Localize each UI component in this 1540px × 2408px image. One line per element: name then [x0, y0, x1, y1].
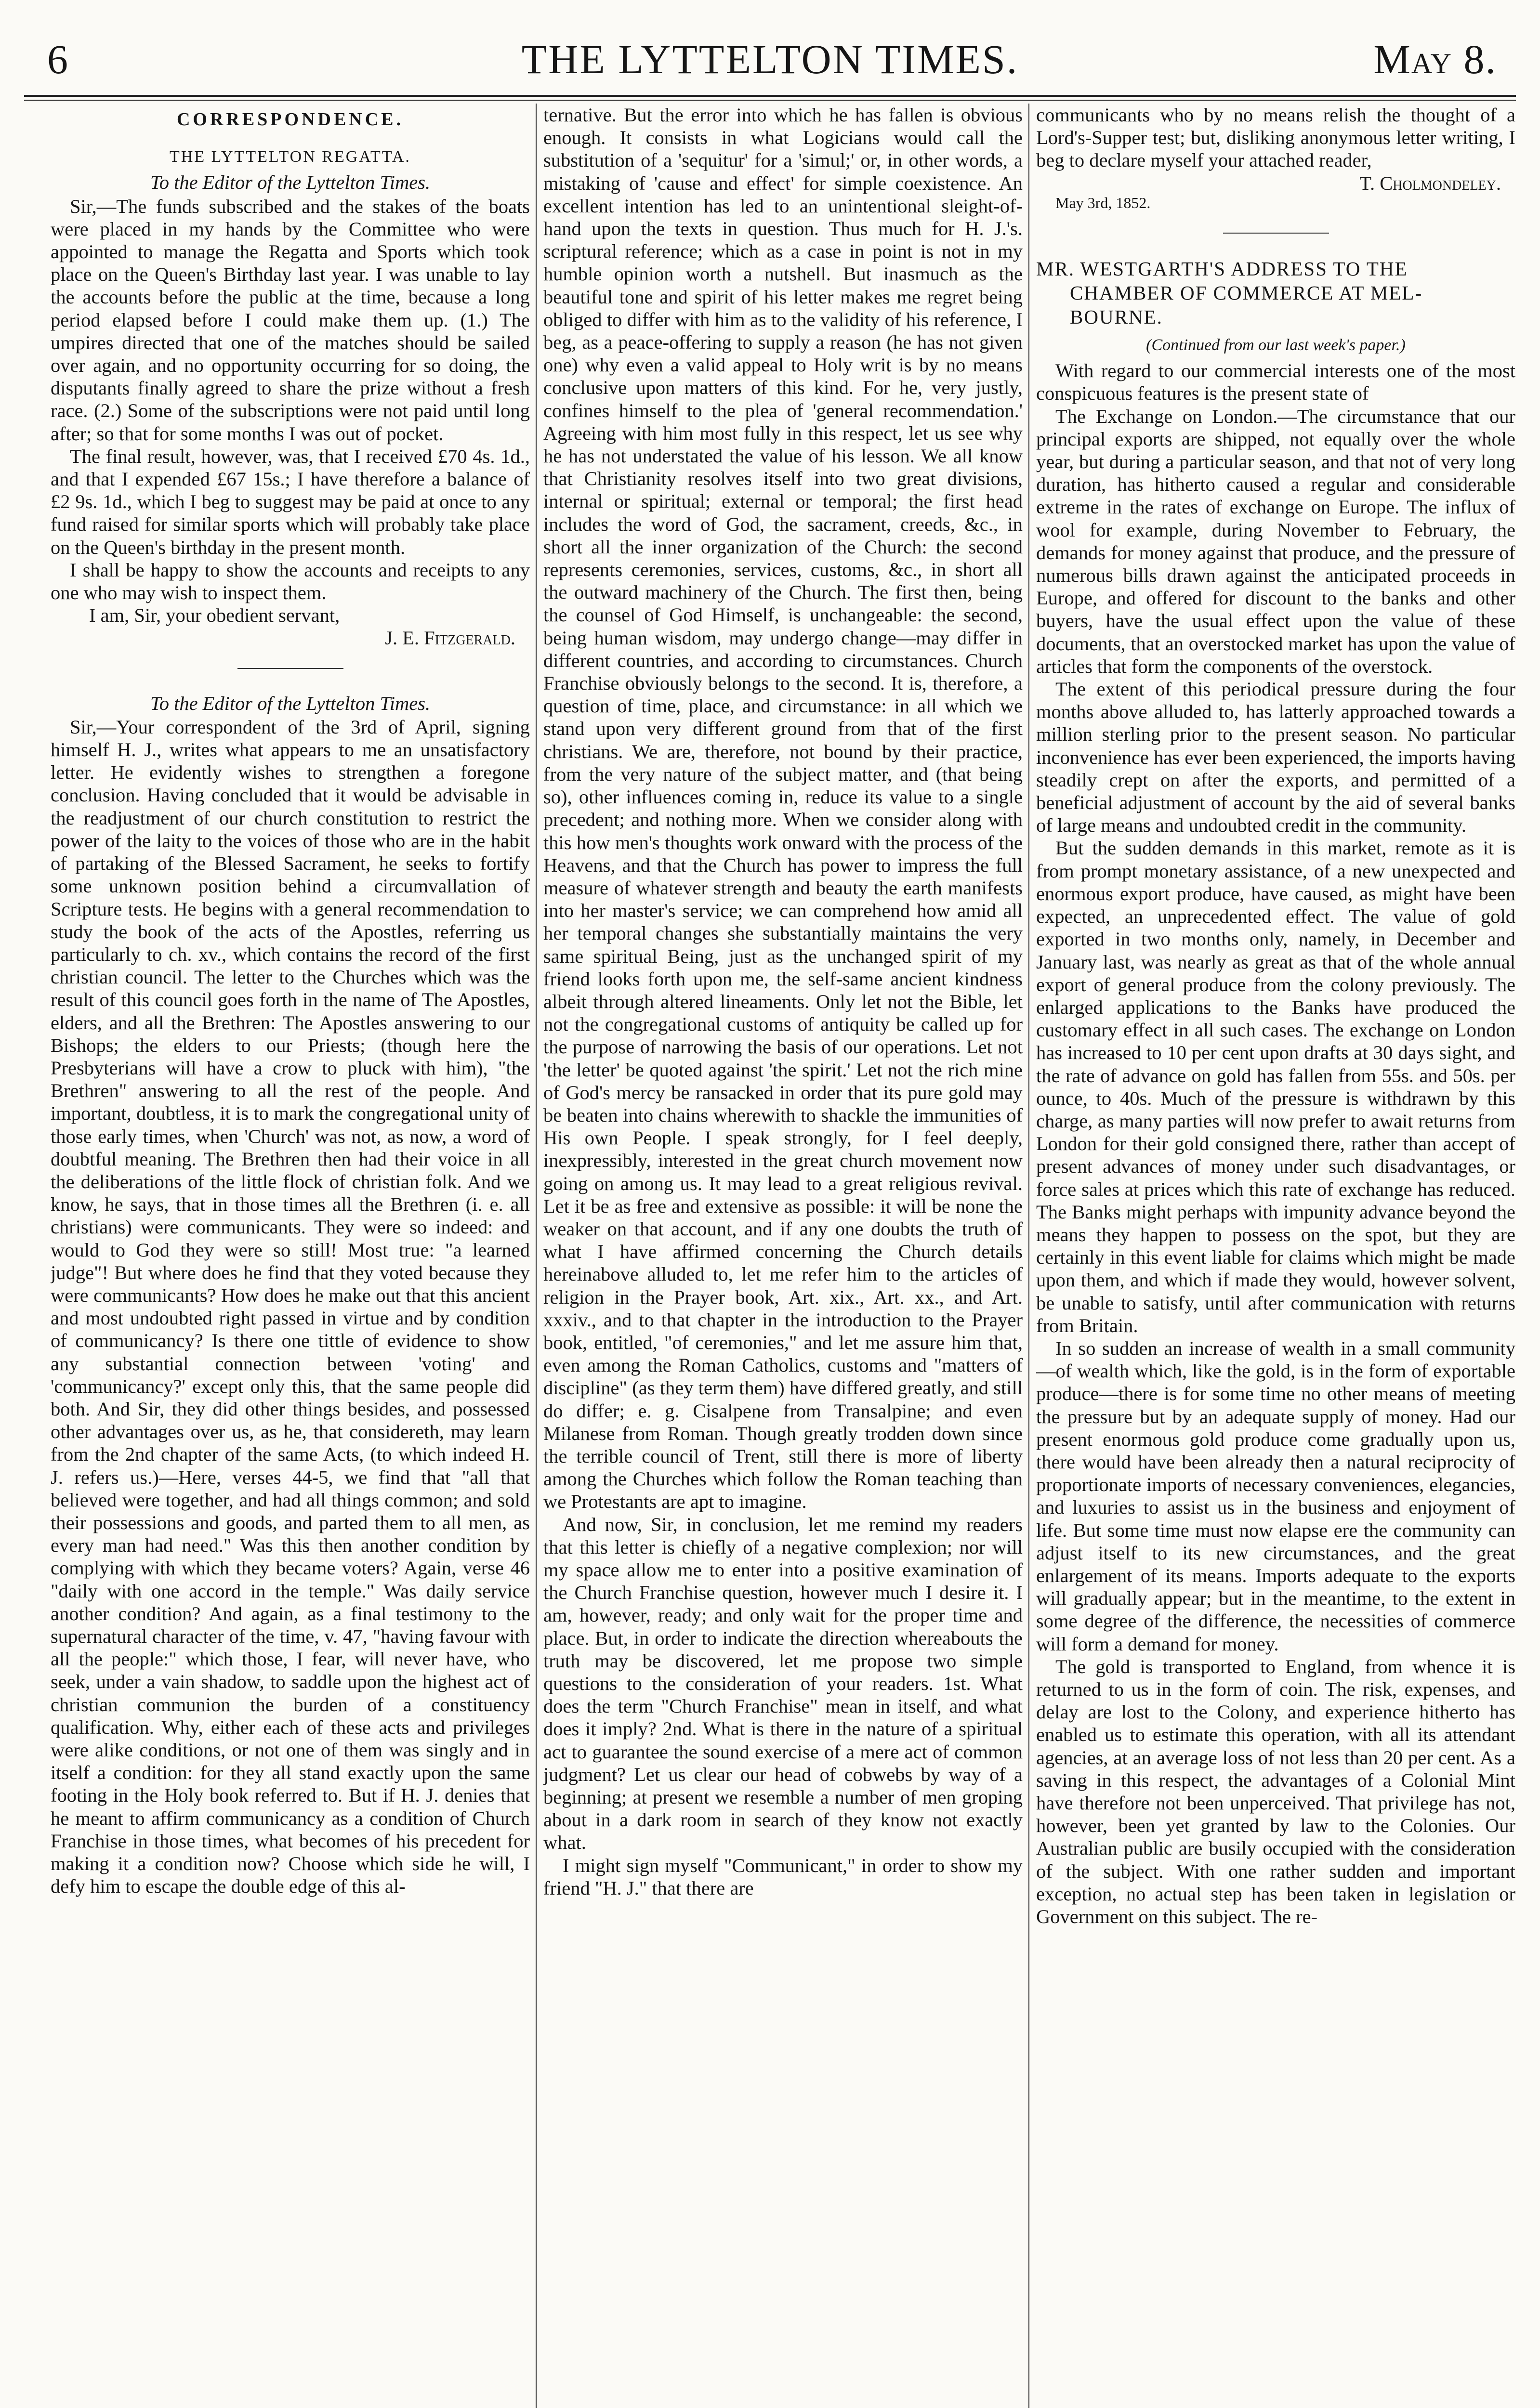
masthead-rule: [24, 95, 1516, 101]
newspaper-title: THE LYTTELTON TIMES.: [521, 36, 1019, 82]
heading-line: CHAMBER OF COMMERCE AT MEL-: [1070, 282, 1423, 304]
paragraph: With regard to our commercial interests one of the most conspicuous features is the present state of: [1036, 360, 1515, 405]
column-separator: [1028, 104, 1029, 2408]
paragraph: And now, Sir, in conclusion, let me remind my readers that this letter is chiefly of a negative complexion; nor will my space allow me to enter into a positive examination of the Church Franchise question, however much I desire it. I am, however, ready; and only wait for the proper time and place. But, in order to indicate the direction whereabouts the truth may be discovered, let me propose two simple questions to the consideration of your readers. 1st. What does the term "Church Franchise" mean in itself, and what does it imply? 2nd. What is there in the nature of a spiritual act to guarantee the sound exercise of a mere act of common judgment? Let us clear our head of cobwebs by way of a beginning; at present we resemble a number of men groping about in a dark room in search of they know not exactly what.: [543, 1513, 1023, 1854]
paragraph: In so sudden an increase of wealth in a small community—of wealth which, like the gold, is in the form of exportable produce—there is for some time no other means of meeting the pressure but by an adequate supply of money. Had our present enormous gold produce come gradually upon us, there would have been already then a natural reciprocity of proportionate imports of necessary conveniences, elegancies, and luxuries to assist us in the business and enjoyment of life. But some time must now elapse ere the community can adjust itself to its new circumstances, and the great enlargement of its means. Imports adequate to the exports will gradually appear; but in the meantime, to the extent in some degree of the difference, the necessities of commerce will form a demand for money.: [1036, 1337, 1515, 1655]
masthead: [24, 26, 1516, 89]
issue-date: May 8.: [1373, 36, 1497, 82]
paragraph: communicants who by no means relish the thought of a Lord's-Supper test; but, disliking anonymous letter writing, I beg to declare myself your attached reader,: [1036, 104, 1515, 171]
column-1: [51, 104, 530, 2408]
paragraph: ternative. But the error into which he has fallen is obvious enough. It consists in what Logicians would call the substitution of a 'sequitur' for a 'simul;' or, in other words, a mistaking of 'cause and effect' for simple coexistence. An excellent intention has led to an unintentional sleight-of-hand upon the texts in question. Thus much for H. J.'s. scriptural reference; which as a case in point is not in my humble opinion worth a nutshell. But inasmuch as the beautiful tone and spirit of his letter makes me regret being obliged to differ with him as to the validity of his reference, I beg, as a peace-offering to supply a reason (he has not given one) why even a valid appeal to Holy writ is by no means conclusive upon matters of this kind. For he, very justly, confines himself to the plea of 'general recommendation.' Agreeing with him most fully in this respect, let us see why he has not understated the value of his lesson. We all know that Christianity resolves itself into two great divisions, internal or spiritual; external or temporal; the first head includes the word of God, the sacrament, creeds, &c., in short all the inner organization of the Church: the second represents ceremonies, services, customs, &c., in short all the outward machinery of the Church. The first then, being the counsel of God Himself, is unchangeable: the second, being human wisdom, may undergo change—may differ in different countries, and according to circumstances. Church Franchise obviously belongs to the second. It is, therefore, a question of time, place, and circumstance: in all which we stand upon very different ground from that of the first christians. We are, therefore, not bound by their practice, from the very nature of the subject matter, and (that being so), other influences coming in, reduce its value to a single precedent; and nothing more. When we consider along with this how men's thoughts work onward with the process of the Heavens, and that the Church has power to impress the full measure of whatever strength and beauty the earth manifests into her master's service; we can comprehend how amid all her temporal changes she substantially maintains the very same spiritual Being, just as the unchanged spirit of my friend looks forth upon me, the self-same ancient kindness albeit through altered lineaments. Only let not the Bible, let not the congregational customs of antiquity be called up for the purpose of narrowing the basis of our operations. Let not 'the letter' be quoted against 'the spirit.' Let not the rich mine of God's mercy be ransacked in order that its pure gold may be beaten into chains wherewith to shackle the immunities of His own People. I speak strongly, for I feel deeply, inexpressibly, interested in the great church movement now going on among us. It may lead to a great religious revival. Let it be as free and extensive as possible: it will be none the weaker on that account, and if any one doubts the truth of what I have affirmed concerning the Church details hereinabove alluded to, let me refer him to the articles of religion in the Prayer book, Art. xix., Art. xx., and Art. xxxiv., and to that chapter in the introduction to the Prayer book, entitled, "of ceremonies," and let me assure him that, even among the Roman Catholics, customs and "matters of discipline" (as they term them) have differed greatly, and still do differ; e. g. Cisalpene from Transalpine; and even Milanese from Roman. Though greatly trodden down since the terrible council of Trent, still there is more of liberty among the Churches which follow the Roman teaching than we Protestants are apt to imagine.: [543, 104, 1023, 1513]
salutation-line: To the Editor of the Lyttelton Times.: [150, 171, 431, 194]
paragraph: The extent of this periodical pressure during the four months above alluded to, has latterly approached towards a million sterling prior to the present season. No particular inconvenience has ever been experienced, the imports having steadily crept on after the exports, and permitted of a beneficial adjustment of account by the aid of several banks of large means and undoubted credit in the community.: [1036, 678, 1515, 837]
page-number: 6: [47, 36, 68, 82]
article-heading: THE LYTTELTON REGATTA.: [170, 148, 411, 166]
paragraph: I shall be happy to show the accounts and receipts to any one who may wish to inspect them.: [51, 559, 530, 604]
salutation-line: To the Editor of the Lyttelton Times.: [150, 692, 431, 714]
paragraph: The Exchange on London.—The circumstance that our principal exports are shipped, not equally over the whole year, but during a particular season, and that not of very long duration, has hitherto caused a regular and considerable extreme in the rates of exchange on Europe. The influx of wool for example, during November to February, the demands for money against that produce, and the pressure of numerous bills drawn against the anticipated proceeds in Europe, and offered for discount to the banks and other buyers, have the usual effect upon the value of these documents, that an overstocked market has upon the value of articles that form the components of the overstock.: [1036, 405, 1515, 677]
paragraph: The gold is transported to England, from whence it is returned to us in the form of coin. The risk, expenses, and delay are lost to the Colony, and experience hitherto has enabled us to estimate this operation, with all its attendant agencies, at an average loss of not less than 20 per cent. As a saving in this respect, the advantages of a Colonial Mint have therefore not been unperceived. That privilege has not, however, been yet granted by law to the Colonies. Our Australian public are busily occupied with the consideration of the subject. With one rather sudden and important exception, no actual step has been taken in legislation or Government on this subject. The re-: [1036, 1655, 1515, 1928]
column-3: [1036, 104, 1515, 2408]
paragraph: I might sign myself "Communicant," in order to show my friend "H. J." that there are: [543, 1854, 1023, 1899]
heading-line: MR. WESTGARTH'S ADDRESS TO THE: [1036, 258, 1408, 280]
continued-note: (Continued from our last week's paper.): [1146, 336, 1406, 354]
letter-date: May 3rd, 1852.: [1055, 194, 1151, 211]
heading-line: BOURNE.: [1070, 306, 1163, 328]
section-heading: CORRESPONDENCE.: [176, 109, 404, 130]
paragraph: Sir,—The funds subscribed and the stakes of the boats were placed in my hands by the Committee who were appointed to manage the Regatta and Sports which took place on the Queen's Birthday last year. I was unable to lay the accounts before the public at the time, because a long period elapsed before I could make them up. (1.) The umpires directed that one of the matches should be sailed over again, and no opportunity occurring for so doing, the disputants finally agreed to share the prize without a fresh race. (2.) Some of the subscriptions were not paid until long after; so that for some months I was out of pocket.: [51, 195, 530, 445]
paragraph: The final result, however, was, that I received £70 4s. 1d., and that I expended £67 15s.; I have therefore a balance of £2 9s. 1d., which I beg to suggest may be paid at once to any fund raised for similar sports which will probably take place on the Queen's birthday in the present month.: [51, 445, 530, 558]
article-divider: [237, 668, 343, 669]
article-divider: [1223, 233, 1329, 234]
article-heading: [1036, 257, 1515, 329]
paragraph: But the sudden demands in this market, remote as it is from prompt monetary assistance, of a new unexpected and enormous export produce, have caused, as might have been expected, an unprecedented effect. The value of gold exported in two months only, namely, in December and January last, was nearly as great as that of the whole annual export of general produce from the colony previously. The enlarged applications to the Banks have produced the customary effect in all such cases. The exchange on London has increased to 10 per cent upon drafts at 30 days sight, and the rate of advance on gold has fallen from 55s. and 50s. per ounce, to 40s. Much of the pressure is withdrawn by this charge, as many parties will now prefer to await returns from London for their gold consigned there, rather than accept of present advances of money under such disadvantages, or force sales at prices which this rate of exchange has reduced. The Banks might perhaps with impunity advance beyond the means they happen to possess on the spot, but they are certainly in this event liable for claims which might be made upon them, and which if made they would, however solvent, be unable to satisfy, until after communication with returns from Britain.: [1036, 837, 1515, 1336]
column-separator: [536, 104, 537, 2408]
signature: T. Cholmondeley.: [1359, 172, 1501, 194]
columns: [24, 104, 1516, 2408]
signature: J. E. Fitzgerald.: [385, 627, 515, 649]
column-2: [543, 104, 1023, 2408]
closing-line: I am, Sir, your obedient servant,: [89, 604, 340, 627]
paragraph: Sir,—Your correspondent of the 3rd of April, signing himself H. J., writes what appears to me an unsatisfactory letter. He evidently wishes to strengthen a foregone conclusion. Having concluded that it would be advisable in the readjustment of our church constitution to restrict the power of the laity to the voices of those who are in the habit of partaking of the Blessed Sacrament, he seeks to fortify some unknown position behind a circumvallation of Scripture tests. He begins with a general recommendation to study the book of the acts of the Apostles, referring us particularly to ch. xv., which contains the record of the first christian council. The letter to the Churches which was the result of this council goes forth in the name of The Apostles, elders, and all the Brethren: The Apostles answering to our Bishops; the elders to our Priests; (though here the Presbyterians will have a crow to pluck with him), "the Brethren" answering to all the rest of the people. And important, doubtless, it is to mark the congregational unity of those early times, when 'Church' was not, as now, a word of doubtful meaning. The Brethren then had their voice in all the deliberations of the little flock of christian folk. And we know, he says, that in those times all the Brethren (i. e. all christians) were communicants. They were so indeed: and would to God they were so still! Most true: "a learned judge"! But where does he find that they voted because they were communicants? How does he make out that this ancient and most undoubted right passed in virtue and by condition of communicancy? Is there one tittle of evidence to show any substantial connection between 'voting' and 'communicancy?' except only this, that the same people did both. And Sir, they did other things besides, and possessed other advantages over us, as he, that considereth, may learn from the 2nd chapter of the same Acts, (to which indeed H. J. refers us.)—Here, verses 44-5, we find that "all that believed were together, and had all things common; and sold their possessions and goods, and parted them to all men, as every man had need." Was this then another condition by complying with which they became voters? Again, verse 46 "daily with one accord in the temple." Was daily service another condition? And again, as a final testimony to the supernatural character of the time, v. 47, "having favour with all the people:" which those, I fear, will never have, who seek, under a vain shadow, to saddle upon the highest act of christian communion the burden of a constituency qualification. Why, either each of these acts and privileges were alike conditions, or not one of them was singly and in itself a condition: for they all stand exactly upon the same footing in the Holy book referred to. But if H. J. denies that he meant to affirm communicancy as a condition of Church Franchise in those times, what becomes of his precedent for making it a condition now? Choose which side he will, I defy him to escape the double edge of this al-: [51, 716, 530, 1898]
